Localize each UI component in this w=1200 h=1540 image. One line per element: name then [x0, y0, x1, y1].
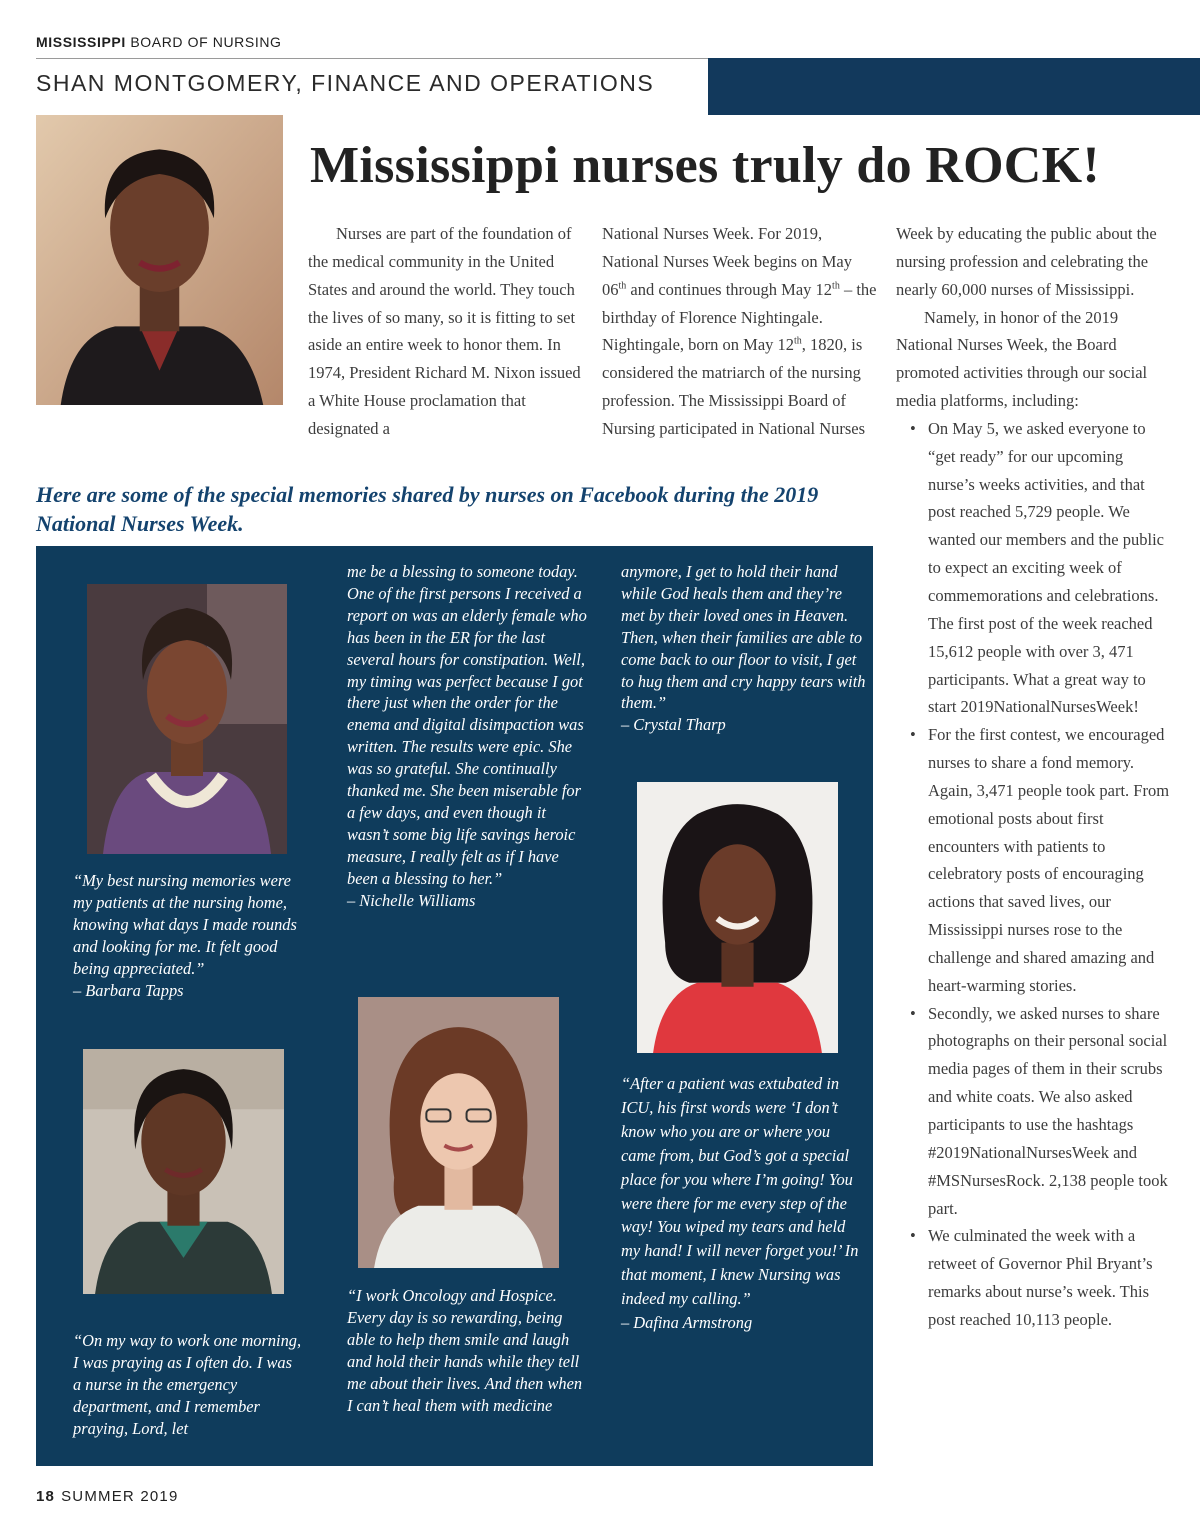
crystal-tharp-quote-text: anymore, I get to hold their hand while God heals them and they’re met by their loved ones in Heaven. Then, when their families are able to come back to our floor to visit, I get to hug them and cry happy tears with them.”	[621, 562, 866, 713]
crystal-tharp-quote-end	[621, 561, 866, 736]
dafina-armstrong-attribution: – Dafina Armstrong	[621, 1313, 753, 1333]
col2-sup-2: th	[832, 280, 840, 292]
col2-part-d: , 1820, is considered the matriarch of the nursing profession. The Mississippi Board of Nursing participated in National Nurses	[602, 335, 866, 438]
crystal-tharp-photo	[358, 997, 559, 1268]
header-rule	[36, 58, 708, 59]
activities-list	[896, 415, 1171, 1334]
article-column-3	[896, 220, 1171, 1334]
col2-sup-3: th	[794, 335, 802, 347]
crystal-tharp-quote-start: “I work Oncology and Hospice. Every day is so rewarding, being able to help them smile and laugh and hold their hands while they tell me about their lives. And then when I can’t heal them with medicine	[347, 1286, 583, 1415]
dafina-armstrong-photo	[637, 782, 838, 1053]
nichelle-williams-quote-end	[347, 561, 587, 912]
publication-name-rest: BOARD OF NURSING	[125, 34, 282, 50]
crystal-tharp-attribution: – Crystal Tharp	[621, 715, 726, 735]
publication-name	[36, 34, 282, 50]
publication-name-bold: MISSISSIPPI	[36, 34, 126, 50]
barbara-tapps-attribution: – Barbara Tapps	[73, 980, 184, 1000]
nichelle-williams-quote-text: me be a blessing to someone today. One of the first persons I received a report on was an elderly female who has been in the ER for the last several hours for constipation. Well, my timing was perfect because I got there just when the order for the enema and digital disimpaction was written. The results were epic. She was so grateful. She continually thanked me. She been miserable for a few days, and even though it wasn’t some big life savings heroic measure, I really felt as if I have been a blessing to her.”	[347, 562, 587, 888]
barbara-tapps-photo	[87, 584, 287, 854]
activity-item: • We culminated the week with a retweet of Governor Phil Bryant’s remarks about nurse’s week. This post reached 10,113 people.	[896, 1222, 1171, 1333]
nichelle-williams-quote-start: “On my way to work one morning, I was praying as I often do. I was a nurse in the emergency department, and I remember praying, Lord, let	[73, 1331, 302, 1438]
dafina-armstrong-quote	[621, 1072, 861, 1335]
issue-label: SUMMER 2019	[61, 1488, 179, 1505]
article-col2-text	[602, 220, 880, 443]
header-accent-bar	[708, 58, 1200, 115]
barbara-tapps-quote-text: “My best nursing memories were my patients at the nursing home, knowing what days I made rounds and looking for me. It felt good being appreciated.”	[73, 871, 297, 978]
author-photo	[36, 115, 283, 405]
article-col3-para-2: Namely, in honor of the 2019 National Nurses Week, the Board promoted activities through our social media platforms, including:	[896, 307, 1148, 411]
nurse-memories-box	[36, 546, 873, 1466]
page-footer	[36, 1488, 179, 1505]
nichelle-williams-photo	[83, 1049, 284, 1294]
activity-item: • For the first contest, we encouraged nurses to share a fond memory. Again, 3,471 people took part. From emotional posts about first encounters with patients to celebratory posts of encouraging actions that saved lives, our Mississippi nurses rose to the challenge and shared amazing and heart-warming stories.	[896, 721, 1171, 999]
col2-part-b: and continues through May 12	[626, 279, 833, 299]
memories-subhead: Here are some of the special memories shared by nurses on Facebook during the 2019 National Nurses Week.	[36, 482, 819, 536]
col2-part-c: – the birthday of Florence Nightingale. Nightingale, born on May 12	[602, 279, 877, 355]
col2-part-a: National Nurses Week. For 2019, National Nurses Week begins on May 06	[602, 224, 852, 299]
article-column-1	[308, 220, 583, 443]
nichelle-williams-attribution: – Nichelle Williams	[347, 890, 476, 910]
activity-item: • On May 5, we asked everyone to “get ready” for our upcoming nurse’s weeks activities, and that post reached 5,729 people. We wanted our members and the public to expect an exciting week of commemorations and celebrations. The first post of the week reached 15,612 people with over 3, 471 participants. What a great way to start 2019NationalNursesWeek!	[896, 415, 1171, 721]
author-byline: SHAN MONTGOMERY, FINANCE AND OPERATIONS	[36, 70, 655, 96]
article-col3-para-1: Week by educating the public about the nursing profession and celebrating the nearly 60,000 nurses of Mississippi.	[896, 224, 1157, 299]
barbara-tapps-quote	[73, 870, 298, 1001]
article-column-2	[602, 220, 880, 443]
activity-item: • Secondly, we asked nurses to share photographs on their personal social media pages of them in their scrubs and white coats. We also asked participants to use the hashtags #2019NationalNursesWeek and #MSNursesRock. 2,138 people took part.	[896, 1000, 1171, 1223]
article-col1-text: Nurses are part of the foundation of the medical community in the United States and around the world. They touch the lives of so many, so it is fitting to set aside an entire week to honor them. In 1974, President Richard M. Nixon issued a White House proclamation that designated a	[308, 224, 581, 438]
col2-sup-1: th	[618, 280, 627, 292]
page-number: 18	[36, 1488, 56, 1505]
article-headline: Mississippi nurses truly do ROCK!	[310, 137, 1101, 194]
dafina-armstrong-quote-text: “After a patient was extubated in ICU, his first words were ‘I don’t know who you are or where you came from, but God’s got a special place for you where I’m going! You were there for me every step of the way! You wiped my tears and held my hand! I will never forget you!’ In that moment, I knew Nursing was indeed my calling.”	[621, 1074, 859, 1309]
